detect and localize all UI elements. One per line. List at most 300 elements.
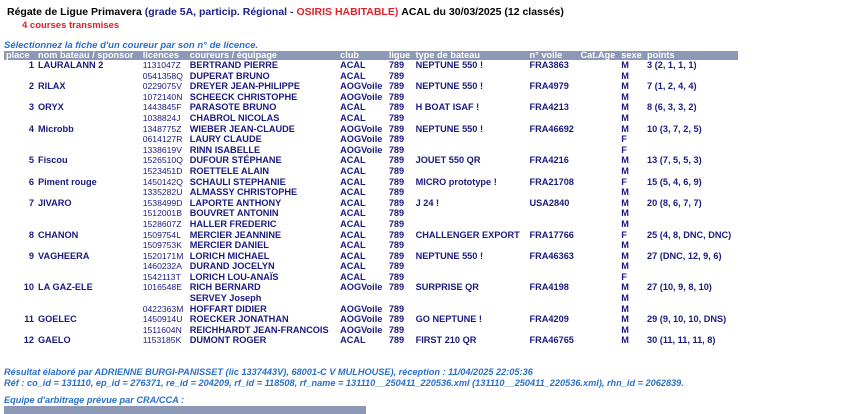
licence-link[interactable]: 1526510Q [142, 155, 183, 166]
sailor-name: LORICH LOU-ANAÏS [189, 271, 279, 282]
regatta-club-date: ACAL du 30/03/2025 (12 classés) [401, 6, 564, 18]
sailor-club: ACAL [340, 165, 366, 176]
sailor-league: 789 [388, 261, 405, 272]
result-place: 8 [28, 229, 34, 240]
sailor-league: 789 [388, 324, 405, 335]
boat-name-empty [36, 166, 141, 177]
result-points-empty [645, 325, 738, 336]
result-points-empty [645, 272, 738, 283]
sailor-name: SCHEECK CHRISTOPHE [189, 91, 298, 102]
age-category [578, 240, 619, 251]
result-points-empty [645, 113, 738, 124]
boat-name-empty [36, 293, 141, 304]
result-points: 3 (2, 1, 1, 1) [647, 60, 697, 70]
sailor-club: ACAL [340, 197, 366, 208]
licence-link[interactable]: 1443845F [142, 102, 182, 113]
sailor-club: ACAL [340, 218, 366, 229]
sailor-name: LAPORTE ANTHONY [189, 197, 282, 208]
result-place: 5 [28, 155, 34, 166]
sailor-name: REICHHARDT JEAN-FRANCOIS [189, 324, 329, 335]
sailor-sex: M [621, 81, 629, 92]
result-points: 8 (6, 3, 3, 2) [647, 102, 697, 113]
sailor-name: ROECKER JONATHAN [189, 314, 289, 325]
result-place-empty [4, 113, 36, 124]
sailor-club: ACAL [340, 60, 366, 70]
boat-name-empty [36, 272, 141, 283]
boat-type: H BOAT ISAF ! [415, 102, 480, 113]
sailor-sex: M [621, 208, 629, 219]
licence-link[interactable]: 1460232A [142, 261, 182, 272]
sailor-name: HALLER FREDERIC [189, 218, 277, 229]
result-place: 1 [28, 60, 34, 70]
sailor-sex: M [621, 60, 629, 70]
boat-type-empty [414, 134, 528, 145]
licence-link[interactable]: 0541358Q [142, 70, 183, 81]
sail-number: FRA4213 [529, 102, 569, 113]
sailor-sex: M [621, 335, 629, 346]
sailor-sex: M [621, 102, 629, 113]
result-place-empty [4, 325, 36, 336]
sail-number-empty [527, 145, 578, 156]
result-place: 10 [23, 282, 34, 293]
table-row [4, 134, 738, 145]
boat-type: J 24 ! [415, 197, 440, 208]
licence-link[interactable]: 1542113T [142, 271, 181, 282]
table-row [4, 293, 738, 304]
regatta-boat-class: OSIRIS HABITABLE) [296, 6, 399, 18]
licence-link[interactable]: 1131047Z [142, 60, 181, 70]
sailor-sex: M [621, 165, 629, 176]
boat-name-empty [36, 92, 141, 103]
sailor-league: 789 [388, 176, 405, 187]
sailor-name: CHABROL NICOLAS [189, 112, 280, 123]
result-place-empty [4, 240, 36, 251]
table-row [4, 251, 738, 262]
col-points: points [645, 51, 738, 60]
sailor-sex: F [621, 144, 627, 155]
table-row [4, 71, 738, 82]
sailor-sex: M [621, 303, 629, 314]
boat-name: GOELEC [38, 314, 77, 325]
boat-name: Microbb [38, 123, 74, 134]
licence-link[interactable]: 1509753K [142, 240, 182, 251]
sailor-name: DUPERAT BRUNO [189, 70, 270, 81]
age-category [578, 230, 619, 241]
sail-number-empty [527, 272, 578, 283]
sailor-league: 789 [388, 218, 405, 229]
referee-table-header [4, 406, 366, 414]
result-place: 7 [28, 197, 34, 208]
results-body [4, 60, 738, 346]
licence-link[interactable] [141, 293, 188, 304]
sailor-league: 789 [388, 208, 405, 219]
result-place: 3 [28, 102, 34, 113]
age-category [578, 304, 619, 315]
result-place: 9 [28, 250, 34, 261]
licence-link[interactable]: 1512001B [142, 208, 182, 219]
boat-name: Fiscou [38, 155, 68, 166]
sail-number: FRA21708 [529, 176, 574, 187]
col-licences: licences [141, 51, 188, 60]
boat-type: JOUET 550 QR [415, 155, 481, 166]
sail-number: FRA46363 [529, 250, 574, 261]
sailor-club: AOGVoile [340, 123, 383, 134]
licence-link[interactable]: 0422363M [142, 303, 184, 314]
sailor-club: AOGVoile [340, 134, 383, 145]
boat-name: GAELO [38, 335, 71, 346]
sailor-sex: M [621, 155, 629, 166]
boat-name-empty [36, 71, 141, 82]
table-row [4, 145, 738, 156]
sailor-sex: M [621, 197, 629, 208]
licence-link[interactable]: 1450914U [142, 314, 183, 325]
age-category [578, 187, 619, 198]
sailor-sex: M [621, 282, 629, 293]
boat-name-empty [36, 304, 141, 315]
boat-type-empty [414, 208, 528, 219]
col-place: place [4, 51, 36, 60]
boat-type: GO NEPTUNE ! [415, 314, 482, 325]
boat-name: ORYX [38, 102, 64, 113]
sail-number-empty [527, 325, 578, 336]
sailor-sex: M [621, 187, 629, 198]
result-place-empty [4, 261, 36, 272]
sail-number-empty [527, 208, 578, 219]
licence-link[interactable]: 0614127R [142, 134, 183, 145]
col-age-cat: Cat.Age [578, 51, 619, 60]
sailor-name: MERCIER JEANNINE [189, 229, 282, 240]
result-author: Résultat élaboré par ADRIENNE BURGI-PANISSET (lic 1337443V), 68001-C V MULHOUSE), réception : 11/04/2025 22:05:36 [4, 367, 533, 377]
sailor-club: ACAL [340, 176, 366, 187]
boat-type: NEPTUNE 550 ! [415, 250, 484, 261]
boat-type-empty [414, 113, 528, 124]
boat-name-empty [36, 134, 141, 145]
sailor-club: ACAL [340, 70, 366, 81]
table-row [4, 60, 738, 71]
sailor-club: ACAL [340, 229, 366, 240]
result-points-empty [645, 219, 738, 230]
result-place: 2 [28, 81, 34, 92]
licence-link[interactable]: 1335282U [142, 187, 183, 198]
age-category [578, 81, 619, 92]
table-row [4, 304, 738, 315]
sailor-name: BERTRAND PIERRE [189, 60, 279, 70]
sailor-league: 789 [388, 165, 405, 176]
age-category [578, 261, 619, 272]
age-category [578, 208, 619, 219]
sailor-name: WIEBER JEAN-CLAUDE [189, 123, 295, 134]
boat-name-empty [36, 187, 141, 198]
licence-link[interactable]: 1072140N [142, 91, 183, 102]
age-category [578, 134, 619, 145]
sailor-sex: F [621, 271, 627, 282]
boat-type-empty [414, 272, 528, 283]
table-row [4, 166, 738, 177]
boat-type-empty [414, 166, 528, 177]
result-place: 12 [23, 335, 34, 346]
sailor-sex: M [621, 123, 629, 134]
result-points: 20 (8, 6, 7, 7) [647, 197, 702, 208]
sail-number: FRA4979 [529, 81, 569, 92]
result-place: 11 [24, 314, 34, 325]
licence-link[interactable]: 1153185K [142, 335, 182, 346]
table-row [4, 230, 738, 241]
sailor-league: 789 [388, 240, 405, 251]
boat-type-empty [414, 219, 528, 230]
result-points: 25 (4, 8, DNC, DNC) [647, 229, 732, 240]
sailor-club: ACAL [340, 240, 366, 251]
table-row [4, 102, 738, 113]
sailor-club: ACAL [340, 112, 366, 123]
age-category [578, 293, 619, 304]
boat-name-empty [36, 261, 141, 272]
sail-number: FRA17766 [529, 229, 574, 240]
age-category [578, 92, 619, 103]
sailor-name: ALMASSY CHRISTOPHE [189, 187, 298, 198]
result-points: 7 (1, 2, 4, 4) [647, 81, 697, 92]
age-category [578, 314, 619, 325]
sailor-name: RINN ISABELLE [189, 144, 261, 155]
result-reference: Réf : co_id = 131110, ep_id = 276371, re_id = 204209, rf_id = 118508, rf_name = 131110__250411_220536.xml (131110__250411_220536.xml), rhn_id = 2062839. [4, 378, 684, 388]
result-points-empty [645, 187, 738, 198]
col-boat-type: type de bateau [414, 51, 528, 60]
sailor-name: SCHAULI STEPHANIE [189, 176, 286, 187]
regatta-title: Régate de Ligue Primavera [7, 6, 142, 18]
boat-name: JIVARO [38, 197, 72, 208]
result-points-empty [645, 92, 738, 103]
result-place-empty [4, 272, 36, 283]
sailor-league: 789 [388, 314, 405, 325]
sail-number-empty [527, 71, 578, 82]
age-category [578, 198, 619, 209]
sailor-club: ACAL [340, 261, 366, 272]
licence-link[interactable]: 0229075V [142, 81, 182, 92]
boat-type-empty [414, 240, 528, 251]
age-category [578, 219, 619, 230]
table-row [4, 325, 738, 336]
age-category [578, 145, 619, 156]
sailor-club: ACAL [340, 335, 366, 346]
sailor-league [387, 293, 414, 304]
sailor-club: ACAL [340, 271, 366, 282]
result-place-empty [4, 219, 36, 230]
boat-type: SURPRISE QR [415, 282, 479, 293]
sailor-club: AOGVoile [340, 81, 383, 92]
sailor-club: AOGVoile [340, 144, 383, 155]
licence-link[interactable]: 1016548E [142, 282, 182, 293]
result-points: 13 (7, 5, 5, 3) [647, 155, 702, 166]
sailor-name: SERVEY Joseph [189, 293, 262, 304]
sail-number: FRA4216 [529, 155, 569, 166]
sailor-club: AOGVoile [340, 91, 383, 102]
sailor-club: ACAL [340, 250, 366, 261]
sailor-club: AOGVoile [340, 282, 383, 293]
licence-link[interactable]: 1038824J [142, 112, 181, 123]
sailor-club: ACAL [340, 208, 366, 219]
sailor-sex: M [621, 324, 629, 335]
boat-name-empty [36, 113, 141, 124]
table-row [4, 314, 738, 325]
sailor-name: ROETTELE ALAIN [189, 165, 270, 176]
sailor-sex: M [621, 261, 629, 272]
boat-name: CHANON [38, 229, 79, 240]
sailor-sex: M [621, 314, 629, 325]
boat-name: Piment rouge [38, 176, 97, 187]
sailor-sex: M [621, 293, 629, 304]
licence-link[interactable]: 1509754L [142, 229, 181, 240]
result-points-empty [645, 304, 738, 315]
boat-name-empty [36, 325, 141, 336]
boat-type-empty [414, 145, 528, 156]
result-points-empty [645, 134, 738, 145]
sailor-club: ACAL [340, 187, 366, 198]
col-boat: nom bateau / sponsor [36, 51, 141, 60]
licence-link[interactable]: 1523451D [142, 165, 183, 176]
boat-name: RILAX [38, 81, 66, 92]
sailor-sex: M [621, 70, 629, 81]
boat-name-empty [36, 240, 141, 251]
sailor-league: 789 [388, 250, 405, 261]
sailor-sex: F [621, 134, 627, 145]
sail-number: FRA46692 [529, 123, 574, 134]
table-row [4, 187, 738, 198]
sailor-league: 789 [388, 155, 405, 166]
result-place-empty [4, 304, 36, 315]
boat-name: VAGHEERA [38, 250, 90, 261]
sailor-league: 789 [388, 271, 405, 282]
page-title [7, 6, 564, 18]
sailor-name: DREYER JEAN-PHILIPPE [189, 81, 301, 92]
sailor-name: MERCIER DANIEL [189, 240, 269, 251]
age-category [578, 60, 619, 71]
age-category [578, 71, 619, 82]
sail-number-empty [527, 113, 578, 124]
table-row [4, 198, 738, 209]
col-sex: sexe [619, 51, 645, 60]
sailor-sex: M [621, 240, 629, 251]
table-row [4, 272, 738, 283]
sailor-name: RICH BERNARD [189, 282, 261, 293]
result-place: 6 [28, 176, 34, 187]
age-category [578, 102, 619, 113]
result-place-empty [4, 145, 36, 156]
age-category [578, 251, 619, 262]
licence-link[interactable]: 1520171M [142, 250, 184, 261]
boat-name-empty [36, 145, 141, 156]
sail-number: USA2840 [529, 197, 570, 208]
sailor-name: LAURY CLAUDE [189, 134, 262, 145]
boat-type-empty [414, 325, 528, 336]
licence-link[interactable]: 1450142Q [142, 176, 183, 187]
sailor-league: 789 [388, 91, 405, 102]
result-points-empty [645, 166, 738, 177]
table-row [4, 208, 738, 219]
sailor-club: ACAL [340, 155, 366, 166]
sailor-club: AOGVoile [340, 303, 383, 314]
age-category [578, 124, 619, 135]
sail-number: FRA3863 [529, 60, 569, 70]
result-points: 27 (DNC, 12, 9, 6) [647, 250, 722, 261]
result-points-empty [645, 261, 738, 272]
result-place-empty [4, 71, 36, 82]
licence-link[interactable]: 1511604N [142, 324, 182, 335]
sail-number-empty [527, 261, 578, 272]
sail-number-empty [527, 304, 578, 315]
sailor-league: 789 [388, 112, 405, 123]
result-points-empty [645, 208, 738, 219]
boat-type: NEPTUNE 550 ! [415, 123, 484, 134]
select-hint: Sélectionnez la fiche d'un coureur par son n° de licence. [4, 40, 259, 51]
age-category [578, 272, 619, 283]
boat-type: MICRO prototype ! [415, 176, 497, 187]
table-row [4, 335, 738, 346]
sail-number-empty [527, 219, 578, 230]
age-category [578, 166, 619, 177]
sailor-league: 789 [388, 229, 405, 240]
sailor-league: 789 [388, 335, 405, 346]
boat-type: NEPTUNE 550 ! [415, 60, 484, 70]
sail-number-empty [527, 240, 578, 251]
sailor-club: AOGVoile [340, 314, 383, 325]
licence-link[interactable]: 1348775Z [142, 123, 182, 134]
table-row [4, 282, 738, 293]
result-points-empty [645, 293, 738, 304]
sail-number-empty [527, 134, 578, 145]
age-category [578, 177, 619, 188]
boat-type-empty [414, 293, 528, 304]
sailor-league: 789 [388, 134, 405, 145]
sailor-sex: M [621, 218, 629, 229]
sail-number-empty [527, 187, 578, 198]
sailor-league: 789 [388, 123, 405, 134]
licence-link[interactable]: 1528607Z [142, 218, 182, 229]
sailor-league: 789 [388, 144, 405, 155]
licence-link[interactable]: 1538499D [142, 197, 183, 208]
sailor-league: 789 [388, 187, 405, 198]
sailor-sex: F [621, 176, 627, 187]
sailor-name: PARASOTE BRUNO [189, 102, 277, 113]
table-row [4, 240, 738, 251]
licence-link[interactable]: 1338619V [142, 144, 182, 155]
results-header-row [4, 51, 738, 60]
boat-name: LAURALANN 2 [38, 60, 104, 70]
result-points-empty [645, 145, 738, 156]
result-place-empty [4, 293, 36, 304]
table-row [4, 92, 738, 103]
sailor-club [338, 293, 387, 304]
sailor-name: HOFFART DIDIER [189, 303, 267, 314]
sailor-sex: M [621, 250, 629, 261]
sail-number: FRA4198 [529, 282, 569, 293]
age-category [578, 325, 619, 336]
result-place-empty [4, 166, 36, 177]
result-place-empty [4, 134, 36, 145]
table-row [4, 155, 738, 166]
sailor-club: AOGVoile [340, 324, 383, 335]
boat-name-empty [36, 208, 141, 219]
referee-team-label: Equipe d'arbitrage prévue par CRA/CCA : [4, 395, 185, 405]
sail-number-empty [527, 92, 578, 103]
result-place-empty [4, 208, 36, 219]
races-count: 4 courses transmises [22, 20, 120, 31]
boat-type: NEPTUNE 550 ! [415, 81, 484, 92]
boat-type-empty [414, 261, 528, 272]
sailor-sex: M [621, 112, 629, 123]
result-points: 10 (3, 7, 2, 5) [647, 123, 702, 134]
sailor-league: 789 [388, 81, 405, 92]
sailor-name: DUMONT ROGER [189, 335, 267, 346]
sailor-league: 789 [388, 70, 405, 81]
